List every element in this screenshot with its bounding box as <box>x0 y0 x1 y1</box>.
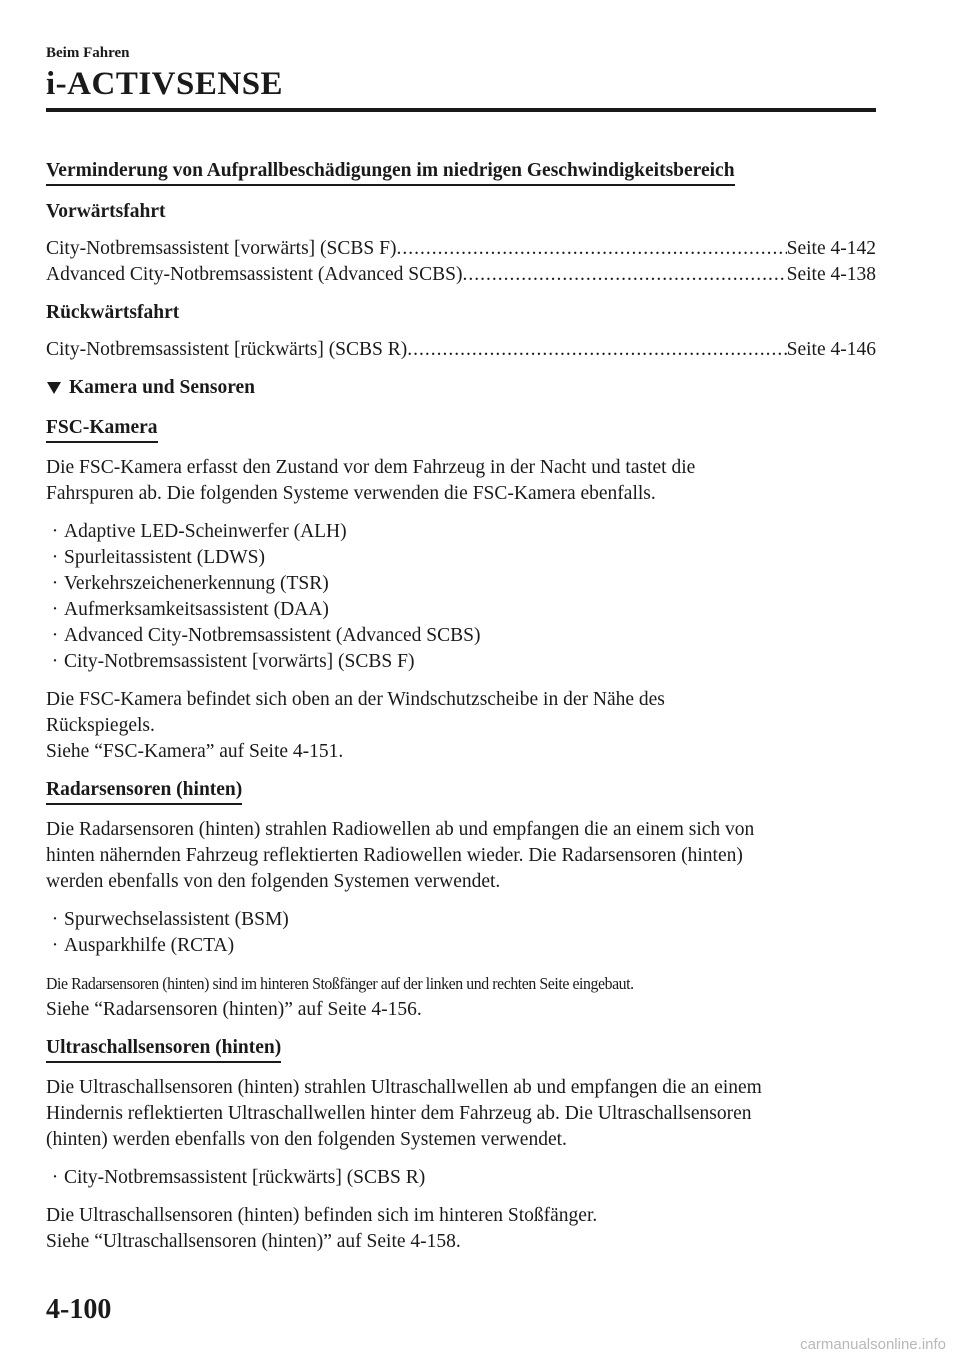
paragraph-line: Die Ultraschallsensoren (hinten) strahlen Ultraschallwellen ab und empfangen die an einem <box>46 1077 762 1098</box>
list-item-text: Ausparkhilfe (RCTA) <box>64 935 235 956</box>
bullet-dot-icon: · <box>51 521 59 542</box>
toc-entry[interactable] <box>46 262 876 288</box>
heading-fsc-camera: FSC-Kamera <box>46 416 158 443</box>
bullet-dot-icon: · <box>51 547 59 568</box>
toc-page-ref: Seite 4-138 <box>786 264 876 285</box>
paragraph-line: Die FSC-Kamera befindet sich oben an der Windschutzscheibe in der Nähe des <box>46 689 665 710</box>
list-item-text: City-Notbremsassistent [rückwärts] (SCBS R) <box>64 1167 426 1188</box>
toc-dots <box>396 236 786 262</box>
toc-label: Advanced City-Notbremsassistent (Advanced SCBS) <box>46 264 463 285</box>
list-item <box>46 519 876 545</box>
heading-camera-sensors-text: Kamera und Sensoren <box>69 377 255 398</box>
list-item <box>46 623 876 649</box>
list-item <box>46 907 876 933</box>
bullet-dot-icon: · <box>51 599 59 620</box>
paragraph-line: Die Radarsensoren (hinten) sind im hinteren Stoßfänger auf der linken und rechten Seite eingebaut. <box>46 974 634 993</box>
page-number: 4-100 <box>46 1294 112 1325</box>
watermark: carmanualsonline.info <box>800 1336 946 1353</box>
paragraph-line: Die Ultraschallsensoren (hinten) befinden sich im hinteren Stoßfänger. <box>46 1205 598 1226</box>
bullet-dot-icon: · <box>51 1167 59 1188</box>
paragraph-line: Die Radarsensoren (hinten) strahlen Radiowellen ab und empfangen die an einem sich von <box>46 819 755 840</box>
fsc-system-list <box>46 519 876 675</box>
list-item-text: Spurleitassistent (LDWS) <box>64 547 265 568</box>
paragraph-line: Hindernis reflektierten Ultraschallwellen hinter dem Fahrzeug ab. Die Ultraschallsensoren <box>46 1103 752 1124</box>
cross-reference[interactable]: Siehe “Ultraschallsensoren (hinten)” auf Seite 4-158. <box>46 1231 461 1252</box>
list-item-text: Aufmerksamkeitsassistent (DAA) <box>64 599 329 620</box>
bullet-dot-icon: · <box>51 935 59 956</box>
list-item <box>46 649 876 675</box>
toc-entry[interactable] <box>46 236 876 262</box>
list-item <box>46 571 876 597</box>
heading-forward: Vorwärtsfahrt <box>46 201 166 222</box>
toc-label: City-Notbremsassistent [rückwärts] (SCBS R) <box>46 339 408 360</box>
chapter-label: Beim Fahren <box>46 45 130 61</box>
page-content <box>46 158 876 1255</box>
list-item-text: Verkehrszeichenerkennung (TSR) <box>64 573 329 594</box>
section-title: i-ACTIVSENSE <box>46 66 284 102</box>
triangle-down-icon <box>47 382 61 394</box>
radar-system-list <box>46 907 876 959</box>
paragraph-line: werden ebenfalls von den folgenden Systemen verwendet. <box>46 871 501 892</box>
list-item-text: City-Notbremsassistent [vorwärts] (SCBS F) <box>64 651 415 672</box>
paragraph-line: Rückspiegels. <box>46 715 155 736</box>
paragraph-line: Die FSC-Kamera erfasst den Zustand vor dem Fahrzeug in der Nacht und tastet die <box>46 457 696 478</box>
list-item-text: Advanced City-Notbremsassistent (Advanced SCBS) <box>64 625 481 646</box>
cross-reference[interactable]: Siehe “FSC-Kamera” auf Seite 4-151. <box>46 741 344 762</box>
list-item <box>46 933 876 959</box>
list-item <box>46 545 876 571</box>
paragraph-line: Fahrspuren ab. Die folgenden Systeme verwenden die FSC-Kamera ebenfalls. <box>46 483 656 504</box>
list-item <box>46 1165 876 1191</box>
heading-impact-mitigation: Verminderung von Aufprallbeschädigungen im niedrigen Geschwindigkeitsbereich <box>46 159 735 186</box>
bullet-dot-icon: · <box>51 651 59 672</box>
header-rule <box>46 108 876 112</box>
page-header <box>46 44 876 104</box>
paragraph-line: hinten nähernden Fahrzeug reflektierten Radiowellen wieder. Die Radarsensoren (hinten) <box>46 845 743 866</box>
list-item-text: Adaptive LED-Scheinwerfer (ALH) <box>64 521 347 542</box>
heading-radar-sensors: Radarsensoren (hinten) <box>46 778 242 805</box>
list-item <box>46 597 876 623</box>
paragraph-line: (hinten) werden ebenfalls von den folgenden Systemen verwendet. <box>46 1129 567 1150</box>
bullet-dot-icon: · <box>51 909 59 930</box>
cross-reference[interactable]: Siehe “Radarsensoren (hinten)” auf Seite 4-156. <box>46 999 422 1020</box>
bullet-dot-icon: · <box>51 625 59 646</box>
toc-dots <box>462 262 786 288</box>
heading-ultrasonic-sensors: Ultraschallsensoren (hinten) <box>46 1036 281 1063</box>
heading-reverse: Rückwärtsfahrt <box>46 302 180 323</box>
toc-page-ref: Seite 4-142 <box>786 238 876 259</box>
heading-camera-sensors <box>46 375 876 401</box>
toc-entry[interactable] <box>46 337 876 363</box>
toc-dots <box>407 337 786 363</box>
ultrasonic-system-list <box>46 1165 876 1191</box>
toc-label: City-Notbremsassistent [vorwärts] (SCBS F) <box>46 238 397 259</box>
toc-page-ref: Seite 4-146 <box>786 339 876 360</box>
list-item-text: Spurwechselassistent (BSM) <box>64 909 289 930</box>
bullet-dot-icon: · <box>51 573 59 594</box>
